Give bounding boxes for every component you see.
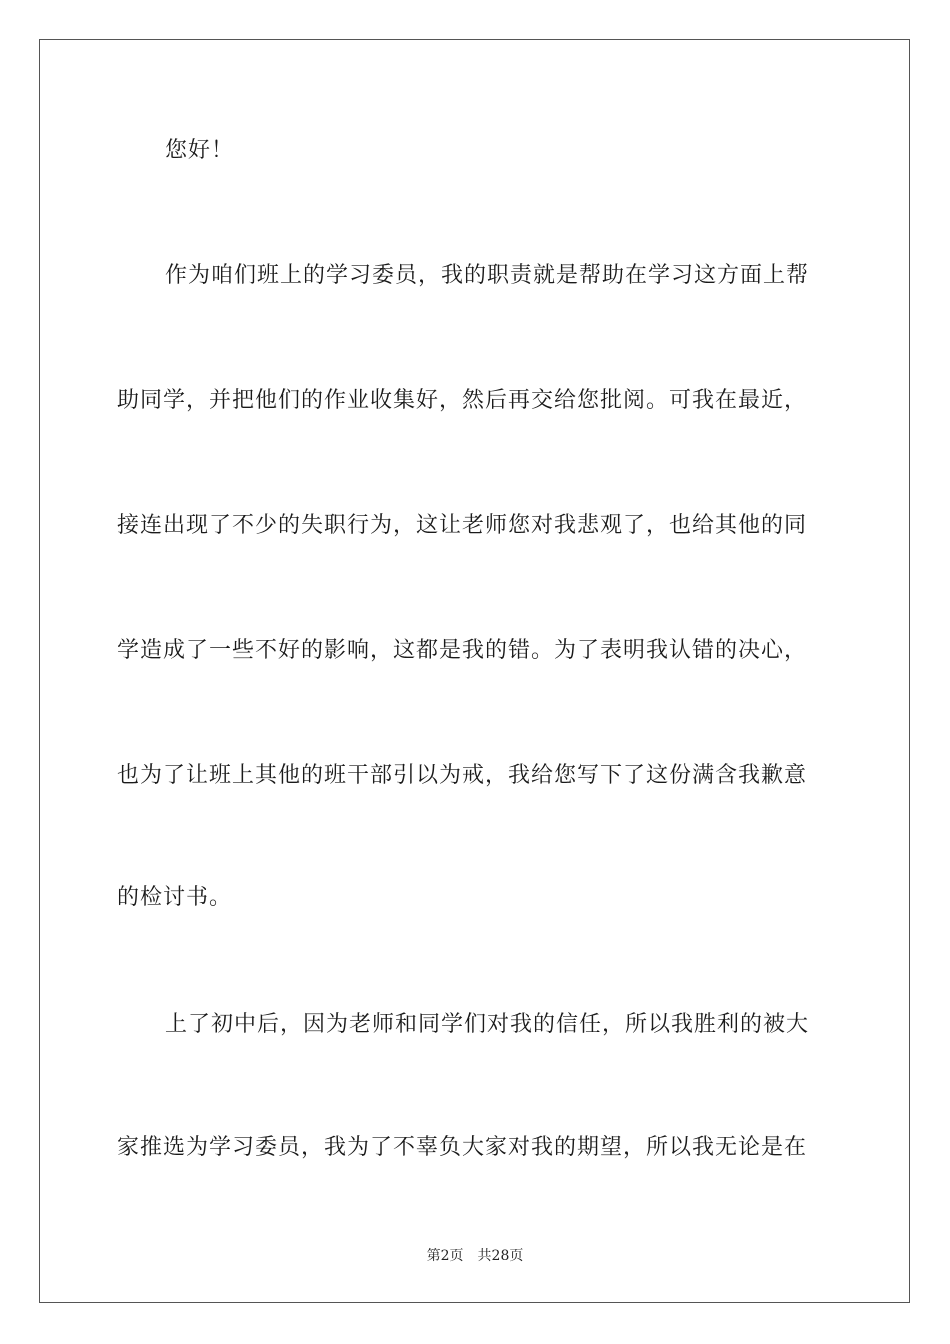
- paragraph-line-2: 助同学，并把他们的作业收集好，然后再交给您批阅。可我在最近，: [117, 388, 808, 413]
- paragraph-line-8: 家推选为学习委员，我为了不辜负大家对我的期望，所以我无论是在: [117, 1135, 808, 1160]
- paragraph-line-7: 上了初中后，因为老师和同学们对我的信任，所以我胜利的被大: [165, 1012, 810, 1037]
- page-number: 第2页: [426, 1248, 464, 1264]
- page-total: 共28页: [477, 1248, 524, 1264]
- paragraph-line-5: 也为了让班上其他的班干部引以为戒，我给您写下了这份满含我歉意: [117, 763, 808, 788]
- page-border: [39, 39, 910, 1303]
- paragraph-line-1: 作为咱们班上的学习委员，我的职责就是帮助在学习这方面上帮: [165, 263, 810, 288]
- paragraph-line-4: 学造成了一些不好的影响，这都是我的错。为了表明我认错的决心，: [117, 638, 808, 663]
- greeting-line: 您好！: [165, 138, 235, 163]
- paragraph-line-3: 接连出现了不少的失职行为，这让老师您对我悲观了，也给其他的同: [117, 513, 808, 538]
- page-footer: [0, 1246, 950, 1266]
- paragraph-line-6: 的检讨书。: [117, 885, 233, 910]
